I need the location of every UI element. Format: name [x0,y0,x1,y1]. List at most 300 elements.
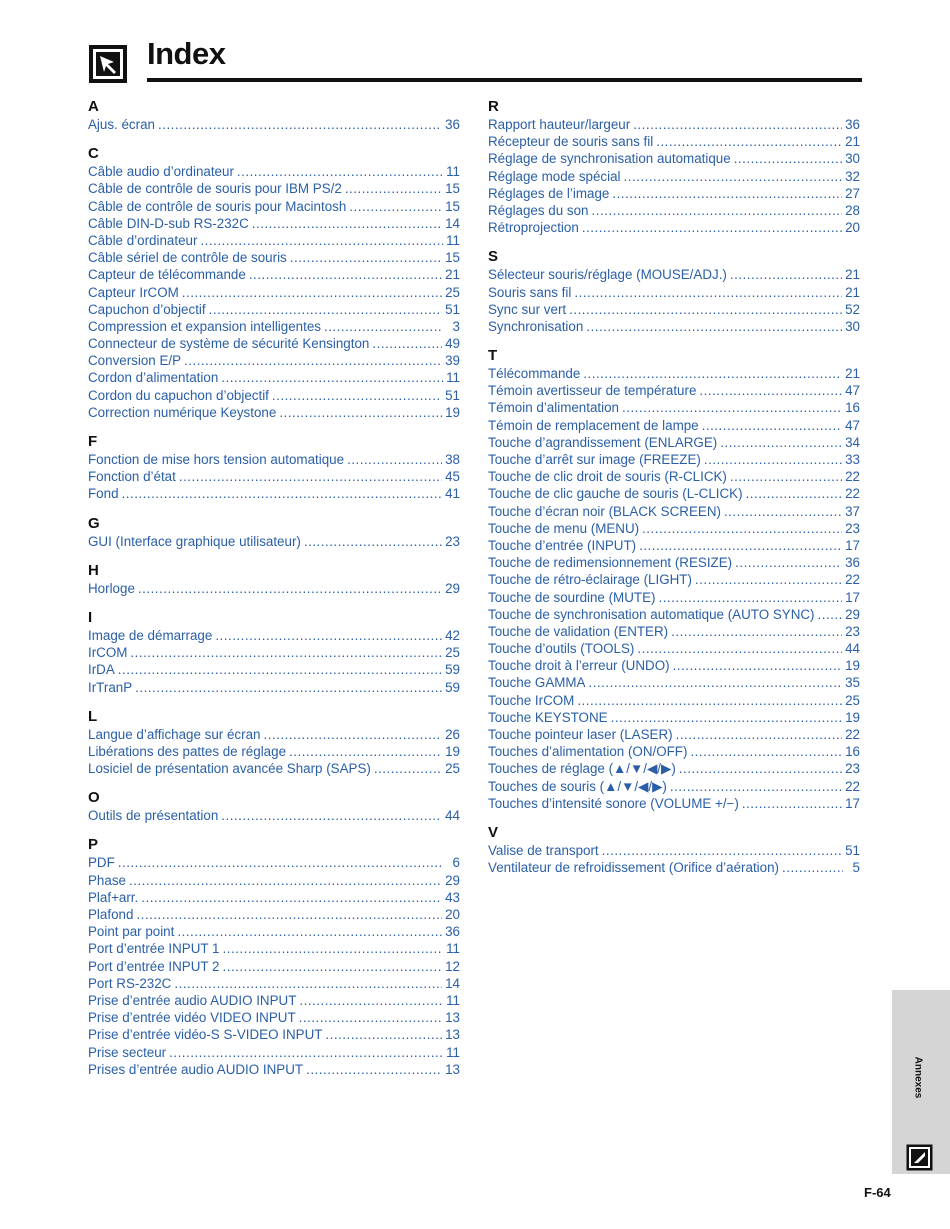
entry-label: Touche d’entrée (INPUT) [488,537,637,553]
entry-page-number: 28 [845,202,860,218]
index-entry[interactable] [88,992,460,1009]
entry-page-number: 17 [845,795,860,811]
entry-label: Point par point [88,924,175,940]
dot-leader [639,537,842,554]
entry-label: Horloge [88,580,135,596]
dot-leader [130,644,442,661]
entry-label: Plafond [88,907,134,922]
index-section [88,144,460,421]
dot-leader [577,692,842,709]
index-section [88,97,460,133]
entry-label: Connecteur de système de sécurité Kensington [88,336,370,352]
entry-label: Touche d’agrandissement (ENLARGE) [488,434,718,450]
dot-leader [158,116,442,133]
dot-leader [746,485,843,502]
dot-leader [200,232,443,249]
dot-leader [673,657,843,674]
entry-page-number: 19 [445,404,460,420]
entry-label: Prise d’entrée audio AUDIO INPUT [88,992,297,1008]
section-letter: V [488,823,499,841]
index-entry[interactable] [88,116,460,133]
index-entry[interactable] [488,133,860,150]
entry-label: Port d’entrée INPUT 2 [88,958,220,974]
index-entry[interactable] [488,266,860,283]
index-entry[interactable] [88,468,460,485]
entry-label: Phase [88,872,126,888]
dot-leader [592,202,843,219]
index-entry[interactable] [488,219,860,236]
entry-page-number: 15 [445,250,460,266]
entry-page-number: 15 [445,198,460,214]
dot-leader [374,760,442,777]
entry-label: Touche droit à l’erreur (UNDO) [488,658,670,674]
entry-page-number: 42 [445,627,460,643]
index-entry[interactable] [88,533,460,550]
dot-leader [782,859,843,876]
index-entry[interactable] [88,1061,460,1078]
entry-label: Touche de synchronisation automatique (AUTO SYNC) [488,606,815,622]
entry-page-number: 22 [845,727,860,742]
index-entry[interactable] [88,284,460,301]
entry-label: Fonction d’état [88,469,176,485]
entry-page-number: 6 [452,855,460,871]
entry-label: Capteur de télécommande [88,267,246,283]
entry-page-number: 44 [445,808,460,824]
section-letter: C [88,145,99,163]
entry-label: Prise d’entrée vidéo VIDEO INPUT [88,1010,296,1026]
dot-leader [704,451,842,468]
entry-page-number: 11 [446,992,460,1008]
index-entry[interactable] [88,451,460,468]
index-entry[interactable] [488,284,860,301]
index-entry[interactable] [488,434,860,451]
entry-label: Fonction de mise hors tension automatique [88,452,345,467]
entry-label: Prise d’entrée vidéo-S S-VIDEO INPUT [88,1027,323,1043]
index-section [88,432,460,503]
index-entry[interactable] [88,369,460,386]
entry-page-number: 13 [445,1027,460,1043]
entry-label: Valise de transport [488,842,599,858]
index-entry[interactable] [88,975,460,992]
index-section [88,707,460,778]
entry-page-number: 29 [845,606,860,622]
dot-leader [129,872,442,889]
entry-label: Touche de rétro-éclairage (LIGHT) [488,572,692,588]
dot-leader [304,533,442,550]
index-entry[interactable] [88,627,460,644]
index-entry[interactable] [88,318,460,335]
entry-label: Correction numérique Keystone [88,404,277,420]
dot-leader [624,168,843,185]
dot-leader [676,726,843,743]
index-entry[interactable] [88,1044,460,1061]
index-entry[interactable] [488,795,860,812]
index-entry[interactable] [488,606,860,623]
dot-leader [135,679,442,696]
dot-leader [612,185,842,202]
index-entry[interactable] [488,185,860,202]
entry-label: Conversion E/P [88,353,182,369]
index-entry[interactable] [488,318,860,335]
entry-label: Câble audio d’ordinateur [88,164,234,180]
index-entry[interactable] [88,726,460,743]
index-entry[interactable] [488,168,860,185]
dot-leader [138,580,442,597]
dot-leader [690,743,842,760]
entry-label: Réglage de synchronisation automatique [488,151,731,167]
entry-page-number: 25 [445,284,460,300]
section-letter: A [88,98,99,115]
index-entry[interactable] [88,889,460,906]
index-section [88,561,460,597]
entry-page-number: 14 [445,975,460,991]
index-entry[interactable] [488,503,860,520]
entry-label: Synchronisation [488,318,584,334]
entry-page-number: 35 [845,675,860,691]
dot-leader [637,640,842,657]
section-letter: I [88,608,93,626]
dot-leader [702,417,842,434]
index-entry[interactable] [88,940,460,957]
dot-leader [279,404,442,421]
dot-leader [136,906,442,923]
entry-page-number: 38 [445,452,460,467]
entry-page-number: 51 [445,387,460,403]
entry-label: Touches de réglage (▲/▼/◀/▶) [488,761,676,777]
index-entry[interactable] [488,692,860,709]
index-entry[interactable] [88,485,460,502]
index-entry[interactable] [488,571,860,588]
entry-page-number: 29 [445,872,460,888]
entry-page-number: 25 [845,692,860,708]
index-entry[interactable] [88,352,460,369]
index-entry[interactable] [488,743,860,760]
dot-leader [349,198,442,215]
entry-page-number: 11 [446,164,460,180]
entry-page-number: 44 [845,641,860,657]
entry-page-number: 41 [445,486,460,502]
index-section [88,608,460,696]
entry-label: Câble de contrôle de souris pour IBM PS/2 [88,181,342,197]
dot-leader [325,1026,442,1043]
index-entry[interactable] [88,679,460,696]
index-entry[interactable] [488,589,860,606]
index-column-right [488,97,860,876]
index-section [488,823,860,876]
dot-leader [569,301,842,318]
index-entry[interactable] [488,116,860,133]
index-entry[interactable] [88,807,460,824]
index-entry[interactable] [88,163,460,180]
entry-label: Langue d’affichage sur écran [88,726,261,742]
entry-page-number: 21 [845,284,860,300]
entry-label: Cordon du capuchon d’objectif [88,387,269,403]
entry-label: Sélecteur souris/réglage (MOUSE/ADJ.) [488,267,727,283]
index-entry[interactable] [488,520,860,537]
dot-leader [169,1044,443,1061]
entry-label: Touches de souris (▲/▼/◀/▶) [488,778,667,794]
entry-label: Touche IrCOM [488,692,575,708]
side-tab-label: Annexes [912,1056,924,1099]
index-entry[interactable] [488,382,860,399]
dot-leader [582,219,842,236]
entry-label: Port d’entrée INPUT 1 [88,941,220,957]
entry-page-number: 30 [845,318,860,334]
dot-leader [633,116,842,133]
dot-leader [699,382,842,399]
entry-page-number: 36 [845,555,860,571]
index-entry[interactable] [488,451,860,468]
entry-page-number: 43 [445,889,460,905]
section-letter: P [88,836,99,854]
entry-label: Compression et expansion intelligentes [88,318,321,334]
index-entry[interactable] [88,180,460,197]
entry-page-number: 23 [845,623,860,639]
section-letter: T [488,347,498,365]
dot-leader [611,709,843,726]
entry-label: Image de démarrage [88,627,213,643]
index-entry[interactable] [88,923,460,940]
dot-leader [272,387,442,404]
entry-label: Touche de sourdine (MUTE) [488,589,656,605]
index-entry[interactable] [488,859,860,876]
entry-label: Touche de redimensionnement (RESIZE) [488,555,733,571]
section-letter: S [488,248,499,266]
index-section [88,514,460,550]
dot-leader [730,266,842,283]
entry-label: Libérations des pattes de réglage [88,743,287,759]
dot-leader [818,606,843,623]
index-entry[interactable] [488,640,860,657]
dot-leader [122,485,443,502]
entry-label: Télécommande [488,366,581,382]
entry-label: Fond [88,486,119,502]
index-entry[interactable] [88,335,460,352]
index-entry[interactable] [88,760,460,777]
entry-page-number: 47 [845,383,860,399]
entry-page-number: 22 [845,469,860,485]
entry-label: Touche de clic gauche de souris (L-CLICK) [488,486,743,502]
index-entry[interactable] [488,365,860,382]
dot-leader [589,674,843,691]
entry-page-number: 14 [445,215,460,231]
entry-label: Touche de menu (MENU) [488,520,640,536]
index-entry[interactable] [88,958,460,975]
index-entry[interactable] [88,580,460,597]
dot-leader [118,854,443,871]
dot-leader [724,503,842,520]
dot-leader [720,434,842,451]
index-entry[interactable] [88,1009,460,1026]
dot-leader [299,992,443,1009]
index-entry[interactable] [88,198,460,215]
index-entry[interactable] [488,537,860,554]
entry-page-number: 59 [445,679,460,695]
entry-page-number: 11 [446,1044,460,1060]
entry-page-number: 22 [845,486,860,502]
index-section [488,346,860,812]
index-entry[interactable] [488,726,860,743]
entry-page-number: 15 [445,181,460,197]
entry-label: Touche de clic droit de souris (R-CLICK) [488,469,727,485]
dot-leader [730,468,842,485]
dot-leader [695,571,842,588]
entry-label: Témoin avertisseur de température [488,383,697,399]
entry-page-number: 23 [845,520,860,536]
entry-page-number: 12 [445,958,460,974]
index-entry[interactable] [488,778,860,795]
dot-leader [658,589,842,606]
page-title: Index [147,36,226,71]
entry-label: Prises d’entrée audio AUDIO INPUT [88,1061,304,1077]
index-entry[interactable] [488,554,860,571]
index-entry[interactable] [488,842,860,859]
entry-page-number: 45 [445,469,460,485]
entry-label: Câble sériel de contrôle de souris [88,250,287,266]
entry-page-number: 26 [445,726,460,742]
document-arrow-icon [88,44,128,84]
dot-leader [215,627,442,644]
dot-leader [237,163,443,180]
entry-page-number: 17 [845,537,860,553]
entry-label: Rapport hauteur/largeur [488,117,631,132]
dot-leader [179,468,442,485]
entry-page-number: 52 [845,301,860,317]
entry-label: Témoin d’alimentation [488,400,619,416]
dot-leader [583,365,842,382]
index-entry[interactable] [88,404,460,421]
entry-label: Cordon d’alimentation [88,370,219,386]
index-entry[interactable] [488,674,860,691]
section-letter: R [488,98,499,115]
index-entry[interactable] [488,399,860,416]
dot-leader [656,133,842,150]
dot-leader [118,661,442,678]
entry-page-number: 59 [445,662,460,678]
dot-leader [306,1061,442,1078]
index-section [88,788,460,824]
entry-page-number: 27 [845,185,860,201]
index-entry[interactable] [88,215,460,232]
index-entry[interactable] [488,417,860,434]
entry-page-number: 20 [445,907,460,922]
index-entry[interactable] [88,387,460,404]
dot-leader [735,554,842,571]
entry-page-number: 11 [446,370,460,386]
entry-page-number: 25 [445,645,460,661]
index-entry[interactable] [88,266,460,283]
entry-label: Câble d’ordinateur [88,232,198,248]
entry-page-number: 23 [845,761,860,777]
index-entry[interactable] [488,468,860,485]
index-entry[interactable] [88,743,460,760]
index-entry[interactable] [88,661,460,678]
section-letter: G [88,514,100,532]
entry-label: Touche d’écran noir (BLACK SCREEN) [488,503,721,519]
index-entry[interactable] [488,623,860,640]
dot-leader [252,215,442,232]
index-entry[interactable] [488,760,860,777]
index-entry[interactable] [488,150,860,167]
index-entry[interactable] [88,232,460,249]
entry-label: Câble de contrôle de souris pour Macintosh [88,198,347,214]
entry-label: IrTranP [88,679,133,695]
dot-leader [263,726,442,743]
entry-label: Récepteur de souris sans fil [488,134,654,150]
section-letter: O [88,789,100,807]
entry-page-number: 51 [445,301,460,317]
index-entry[interactable] [488,485,860,502]
index-entry[interactable] [88,906,460,923]
index-section [488,247,860,335]
index-entry[interactable] [488,709,860,726]
entry-page-number: 32 [845,168,860,184]
entry-page-number: 23 [445,533,460,549]
entry-label: Touche pointeur laser (LASER) [488,727,673,742]
dot-leader [221,369,443,386]
entry-page-number: 19 [845,709,860,725]
entry-label: Réglage mode spécial [488,168,621,184]
dot-leader [670,778,842,795]
dot-leader [299,1009,442,1026]
entry-label: Capuchon d’objectif [88,301,206,317]
entry-page-number: 11 [446,941,460,957]
entry-label: Plaf+arr. [88,889,139,905]
entry-label: Touche d’outils (TOOLS) [488,641,635,657]
entry-label: Rétroprojection [488,220,579,236]
section-letter: F [88,433,98,450]
entry-label: Outils de présentation [88,808,219,824]
entry-label: Sync sur vert [488,301,567,317]
index-section [88,835,460,1077]
entry-label: Ventilateur de refroidissement (Orifice d’aération) [488,860,780,876]
index-entry[interactable] [88,1026,460,1043]
entry-label: IrDA [88,662,115,678]
entry-page-number: 21 [445,267,460,283]
index-entry[interactable] [488,202,860,219]
index-entry[interactable] [88,644,460,661]
entry-page-number: 36 [445,924,460,940]
dot-leader [679,760,842,777]
index-entry[interactable] [88,249,460,266]
entry-page-number: 49 [445,336,460,352]
entry-label: Touches d’alimentation (ON/OFF) [488,744,688,760]
index-entry[interactable] [88,872,460,889]
dot-leader [182,284,442,301]
index-entry[interactable] [488,301,860,318]
dot-leader [184,352,442,369]
index-entry[interactable] [488,657,860,674]
entry-page-number: 36 [845,117,860,132]
entry-page-number: 33 [845,452,860,467]
entry-page-number: 22 [845,778,860,794]
section-letter: L [88,707,98,725]
dot-leader [622,399,842,416]
entry-label: Capteur IrCOM [88,284,179,300]
dot-leader [324,318,443,335]
entry-label: Port RS-232C [88,975,172,991]
entry-page-number: 47 [845,417,860,433]
entry-page-number: 16 [845,400,860,416]
index-entry[interactable] [88,301,460,318]
entry-page-number: 37 [845,503,860,519]
document-corner-icon [906,1144,933,1171]
entry-page-number: 22 [845,572,860,588]
index-section [488,97,860,236]
entry-page-number: 13 [445,1010,460,1026]
index-entry[interactable] [88,854,460,871]
entry-page-number: 39 [445,353,460,369]
